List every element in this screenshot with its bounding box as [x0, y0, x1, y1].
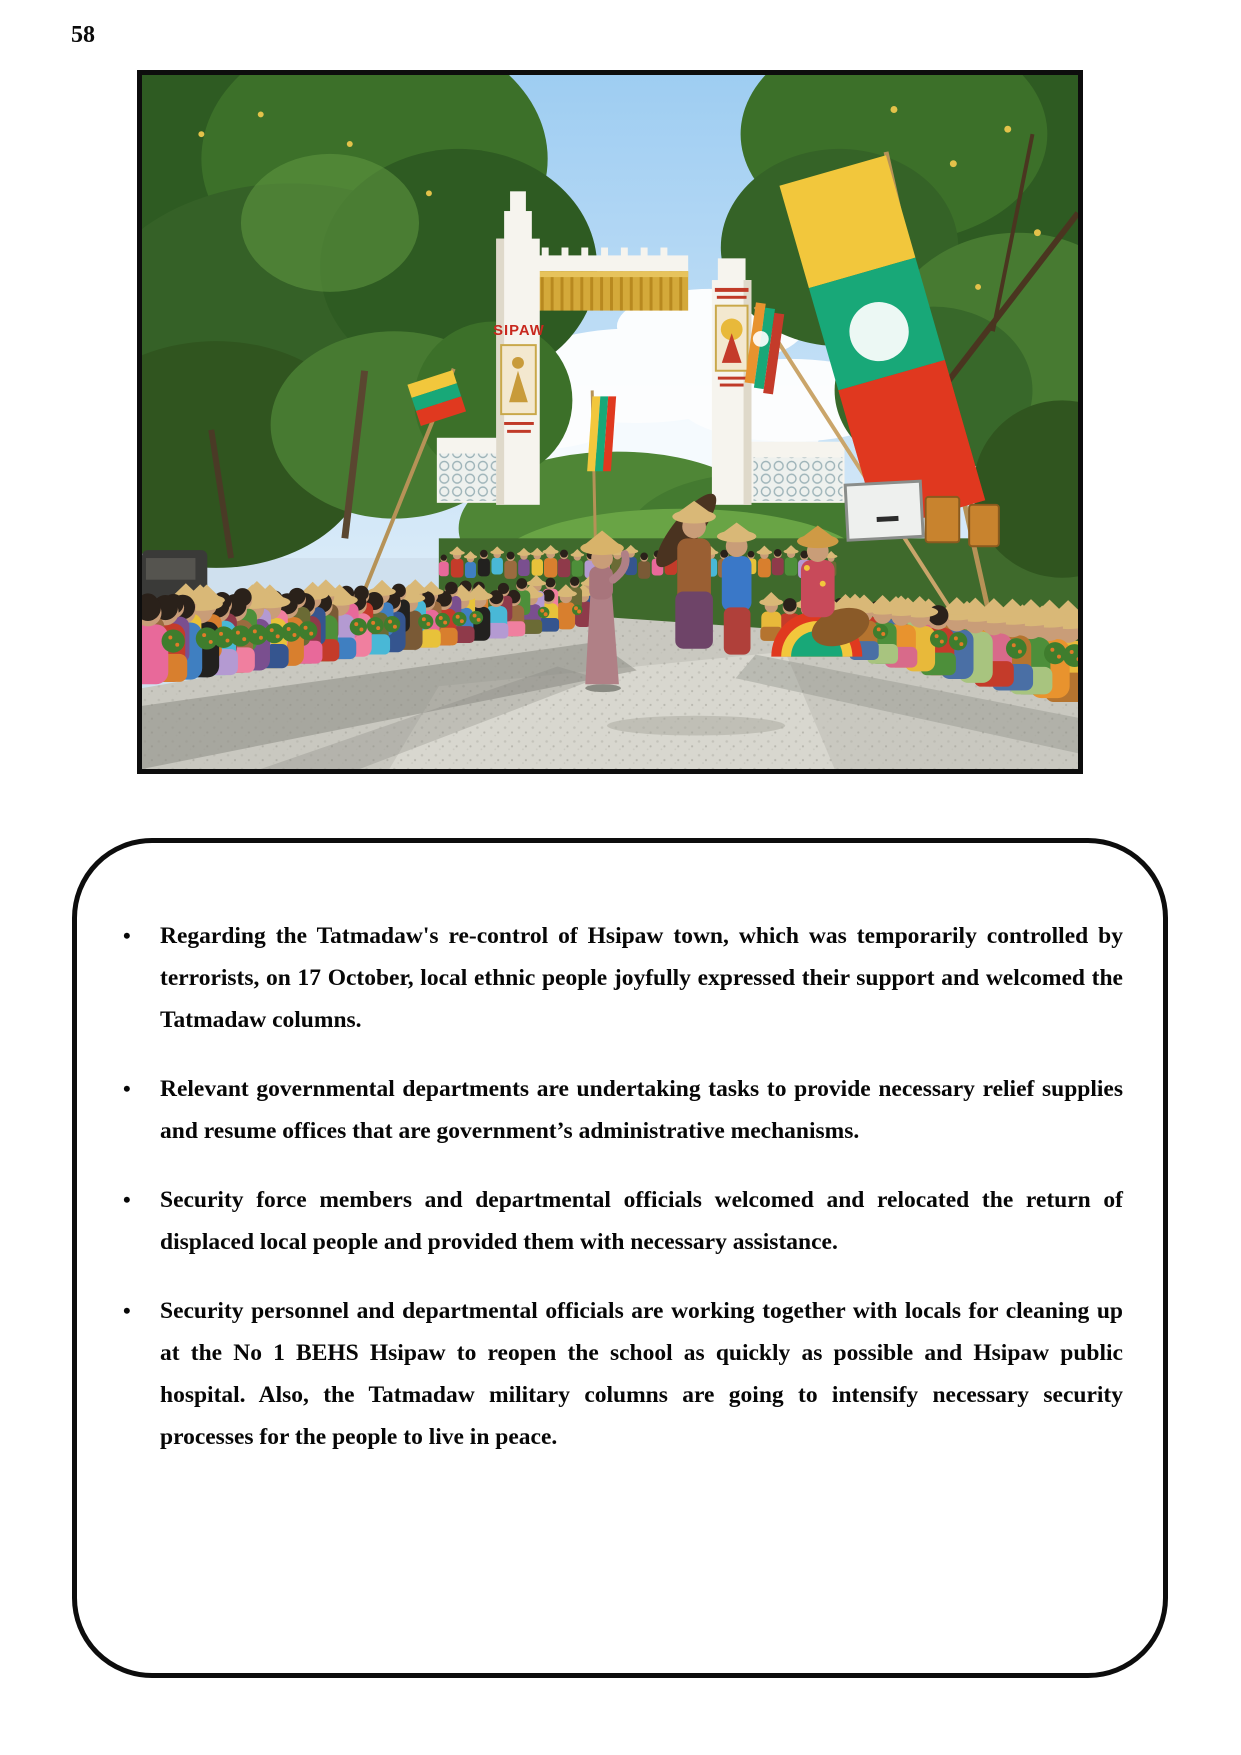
bullet-marker: • — [123, 923, 131, 948]
bullet-text: Security personnel and departmental officials are working together with locals for cleaning up at the No 1 BEHS Hsipaw to reopen the school as quickly as possible and Hsipaw public hospital. Also, the Tatmadaw military columns are going to intensify necessary security processes for the people to live in peace. — [160, 1298, 1123, 1450]
bullet-item — [123, 1179, 1123, 1263]
page-number: 58 — [71, 22, 95, 48]
bullet-marker: • — [123, 1076, 131, 1101]
photo — [142, 75, 1078, 769]
bullet-item — [123, 1068, 1123, 1152]
bullet-item — [123, 915, 1123, 1041]
bullet-text: Relevant governmental departments are undertaking tasks to provide necessary relief supplies and resume offices that are government’s administrative mechanisms. — [160, 1076, 1123, 1144]
bullet-item — [123, 1290, 1123, 1458]
bullet-list — [123, 915, 1123, 1458]
photo-frame — [137, 70, 1083, 774]
bullet-text: Regarding the Tatmadaw's re-control of Hsipaw town, which was temporarily controlled by terrorists, on 17 October, local ethnic people joyfully expressed their support and welcomed the Tatmadaw columns. — [160, 923, 1123, 1033]
gate-sign-text: SIPAW — [493, 323, 545, 340]
bullet-marker: • — [123, 1187, 131, 1212]
whiteboard — [845, 481, 923, 540]
notes-box — [72, 838, 1168, 1678]
bullet-text: Security force members and departmental officials welcomed and relocated the return of displaced local people and provided them with necessary assistance. — [160, 1187, 1123, 1255]
bullet-marker: • — [123, 1298, 131, 1323]
